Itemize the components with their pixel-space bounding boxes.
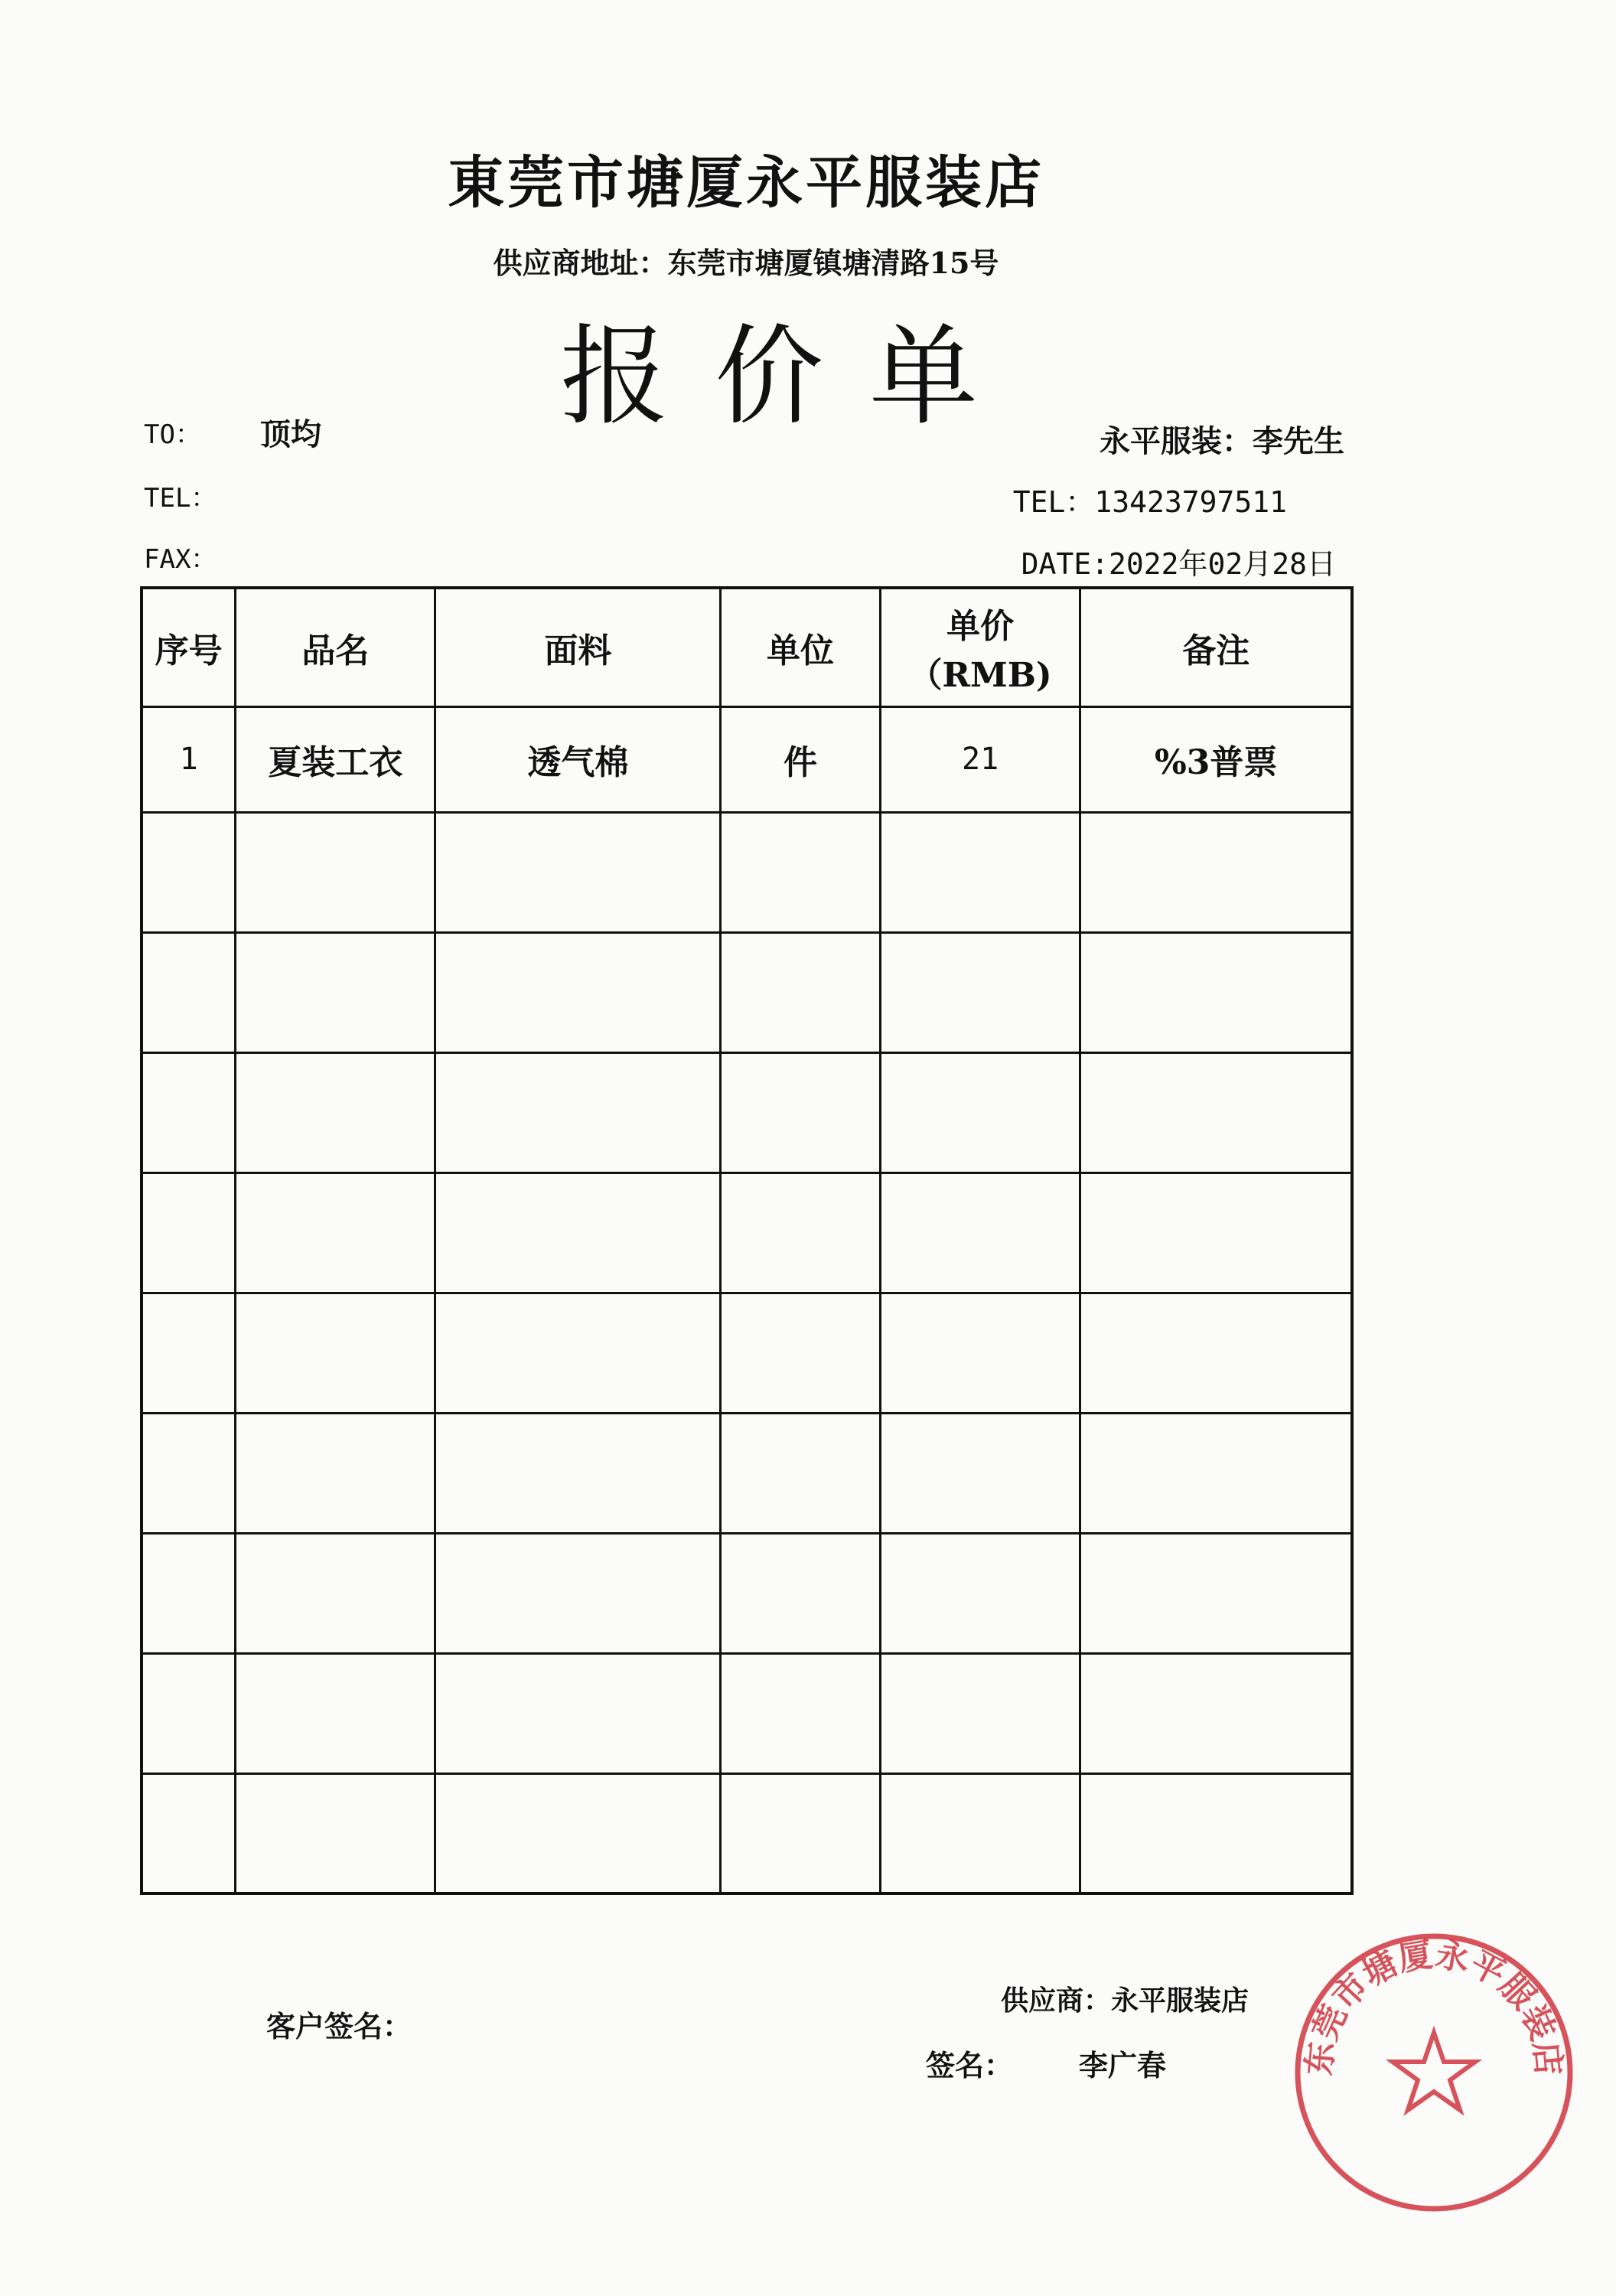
table-cell-empty (435, 1653, 721, 1773)
cell-price: 21 (880, 706, 1080, 812)
table-cell-empty (435, 932, 721, 1052)
table-cell-empty (880, 1172, 1080, 1293)
table-cell-empty (236, 1533, 435, 1653)
table-cell-empty (435, 1533, 721, 1653)
table-cell-empty (142, 812, 236, 932)
cell-fabric: 透气棉 (435, 706, 721, 812)
table-cell-empty (142, 1653, 236, 1773)
table-cell-empty (880, 1773, 1080, 1893)
table-cell-empty (236, 1413, 435, 1533)
table-cell-empty (236, 812, 435, 932)
quote-date: DATE:2022年02月28日 (1021, 547, 1336, 581)
table-cell-empty (880, 932, 1080, 1052)
table-cell-empty (236, 932, 435, 1052)
stamp-text: 东莞市塘厦永平服装店 (1299, 1935, 1569, 2078)
table-cell-empty (236, 1773, 435, 1893)
table-cell-empty (142, 1052, 236, 1172)
table-row-empty (142, 1052, 1352, 1172)
table-cell-empty (721, 1533, 880, 1653)
table-cell-empty (880, 1413, 1080, 1533)
table-cell-empty (142, 1533, 236, 1653)
table-cell-empty (435, 1052, 721, 1172)
table-row-empty (142, 1653, 1352, 1773)
table-row-empty (142, 1293, 1352, 1413)
table-row-empty (142, 1533, 1352, 1653)
stamp-star-icon (1393, 2033, 1475, 2110)
table-row (142, 706, 1352, 812)
table-cell-empty (880, 812, 1080, 932)
document-title: 报价单 (560, 314, 1024, 440)
table-cell-empty (1080, 1413, 1352, 1533)
table-cell-empty (1080, 1172, 1352, 1293)
table-cell-empty (1080, 1052, 1352, 1172)
table-cell-empty (236, 1653, 435, 1773)
table-cell-empty (142, 1773, 236, 1893)
col-header-price: 单价（RMB) (880, 588, 1080, 706)
table-cell-empty (236, 1293, 435, 1413)
table-row-empty (142, 1172, 1352, 1293)
supplier-name-label: 供应商：永平服装店 (1001, 1985, 1249, 2017)
cell-product: 夏装工衣 (236, 706, 435, 812)
shop-name: 東莞市塘厦永平服装店 (448, 150, 1044, 216)
to-value: 顶均 (260, 416, 321, 452)
table-cell-empty (880, 1052, 1080, 1172)
table-header-row (142, 588, 1352, 706)
table-cell-empty (721, 812, 880, 932)
company-seal-stamp (1287, 1926, 1581, 2219)
supplier-tel: TEL：13423797511 (1012, 485, 1287, 519)
customer-signature-label: 客户签名： (266, 2009, 412, 2043)
table-cell-empty (142, 1413, 236, 1533)
table-cell-empty (142, 1172, 236, 1293)
table-cell-empty (1080, 1653, 1352, 1773)
table-cell-empty (721, 1653, 880, 1773)
col-header-unit: 单位 (721, 588, 880, 706)
table-cell-empty (142, 1293, 236, 1413)
table-row-empty (142, 1773, 1352, 1893)
signature-label: 签名： (926, 2048, 1014, 2082)
table-cell-empty (721, 1773, 880, 1893)
cell-unit: 件 (721, 706, 880, 812)
table-cell-empty (880, 1293, 1080, 1413)
table-row-empty (142, 1413, 1352, 1533)
table-row-empty (142, 812, 1352, 932)
table-cell-empty (1080, 812, 1352, 932)
col-header-remark: 备注 (1080, 588, 1352, 706)
table-cell-empty (721, 1052, 880, 1172)
table-cell-empty (142, 932, 236, 1052)
table-cell-empty (880, 1533, 1080, 1653)
col-header-fabric: 面料 (435, 588, 721, 706)
table-cell-empty (1080, 1533, 1352, 1653)
table-cell-empty (721, 1172, 880, 1293)
quotation-table (140, 586, 1354, 1895)
fax-label: FAX： (144, 544, 217, 575)
to-label: TO： (144, 419, 201, 450)
signature-value: 李广春 (1079, 2048, 1167, 2082)
table-cell-empty (435, 812, 721, 932)
table-cell-empty (435, 1172, 721, 1293)
table-row-empty (142, 932, 1352, 1052)
table-cell-empty (721, 1293, 880, 1413)
tel-label: TEL： (144, 483, 217, 514)
table-cell-empty (880, 1653, 1080, 1773)
table-cell-empty (721, 932, 880, 1052)
supplier-contact: 永平服装：李先生 (1100, 423, 1344, 459)
table-cell-empty (1080, 1773, 1352, 1893)
table-cell-empty (236, 1052, 435, 1172)
cell-remark: %3普票 (1080, 706, 1352, 812)
table-cell-empty (236, 1172, 435, 1293)
table-cell-empty (435, 1413, 721, 1533)
supplier-address: 供应商地址：东莞市塘厦镇塘清路15号 (493, 246, 999, 280)
table-cell-empty (435, 1293, 721, 1413)
col-header-index: 序号 (142, 588, 236, 706)
cell-index: 1 (142, 706, 236, 812)
table-cell-empty (1080, 1293, 1352, 1413)
table-cell-empty (721, 1413, 880, 1533)
table-cell-empty (435, 1773, 721, 1893)
col-header-product: 品名 (236, 588, 435, 706)
table-cell-empty (1080, 932, 1352, 1052)
